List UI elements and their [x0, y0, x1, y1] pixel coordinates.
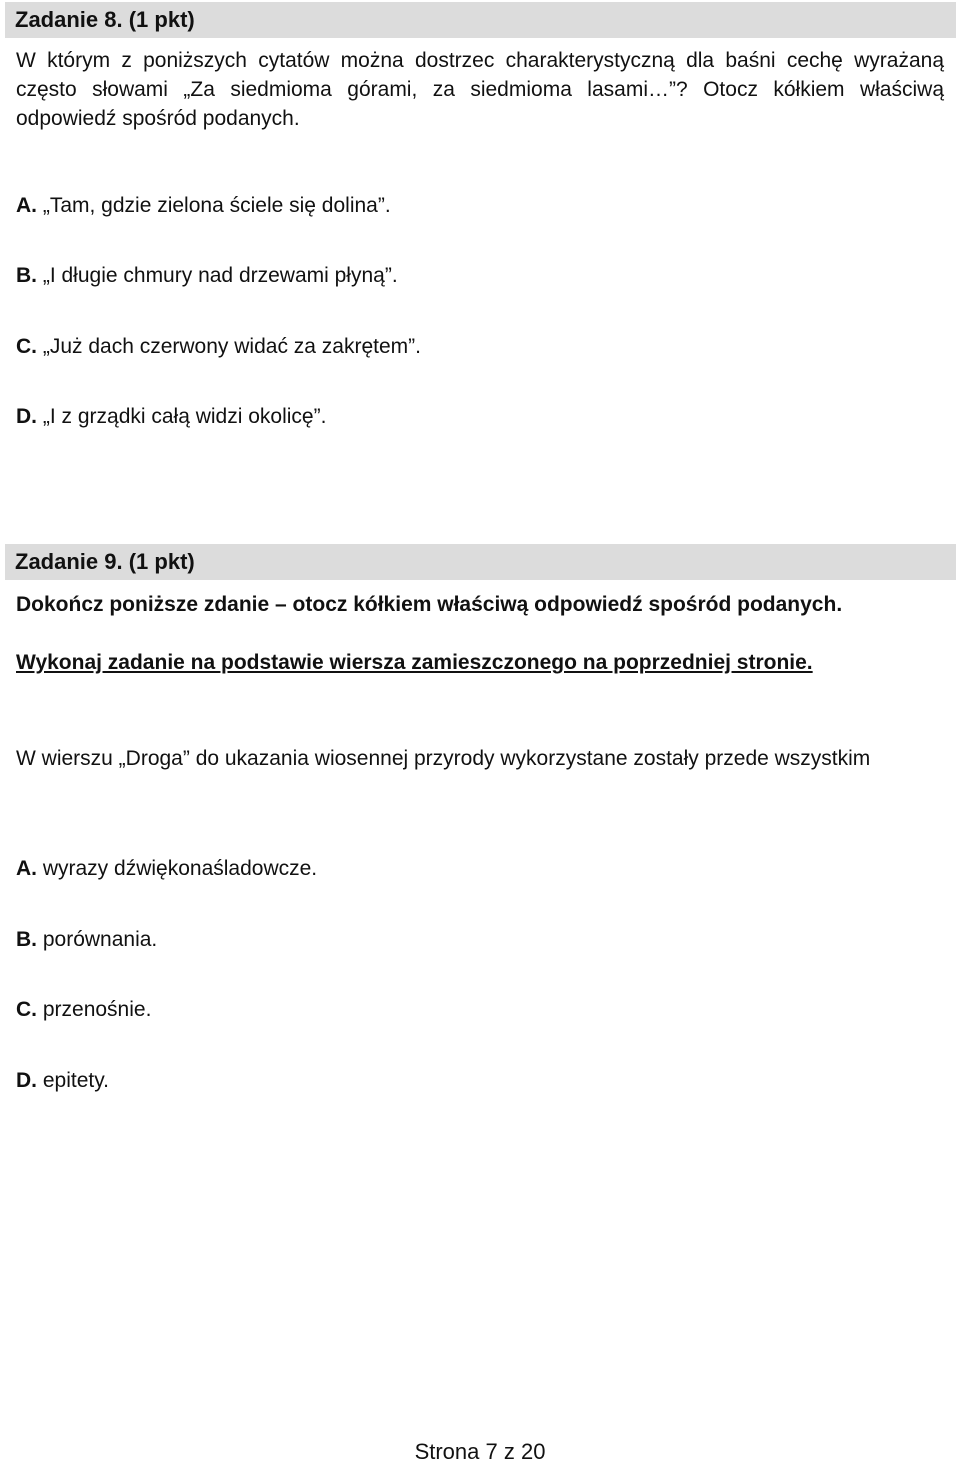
task-8-points: (1 pkt)	[128, 7, 195, 32]
task-9-note: Wykonaj zadanie na podstawie wiersza zamieszczonego na poprzedniej stronie.	[16, 651, 813, 674]
task-8-option-d[interactable]	[16, 403, 326, 431]
task-9-option-a[interactable]	[16, 855, 317, 883]
task-8-question	[16, 46, 944, 133]
option-text: „I długie chmury nad drzewami płyną”.	[42, 264, 398, 287]
task-9-question: W wierszu „Droga” do ukazania wiosennej przyrody wykorzystane zostały przede wszystkim	[16, 747, 871, 770]
task-9-instruction: Dokończ poniższe zdanie – otocz kółkiem właściwą odpowiedź spośród podanych.	[16, 593, 843, 616]
task-8-option-b[interactable]	[16, 262, 398, 290]
option-letter: B.	[16, 928, 37, 951]
option-letter: C.	[16, 998, 37, 1021]
page-number: Strona 7 z 20	[414, 1439, 546, 1464]
task-9-title: Zadanie 9.	[15, 549, 123, 574]
task-8-question-text: W którym z poniższych cytatów można dostrzec charakterystyczną dla baśni cechę wyrażaną często słowami „Za siedmioma górami, za siedmioma lasami…”?	[16, 49, 944, 101]
task-8-header	[5, 2, 956, 38]
task-8-option-a[interactable]	[16, 192, 391, 220]
option-text: porównania.	[42, 928, 158, 951]
option-letter: B.	[16, 264, 37, 287]
option-letter: A.	[16, 857, 37, 880]
task-9-option-c[interactable]	[16, 996, 151, 1024]
task-9-points: (1 pkt)	[128, 549, 195, 574]
option-letter: A.	[16, 194, 37, 217]
task-8-option-c[interactable]	[16, 333, 421, 361]
option-letter: D.	[16, 1069, 37, 1092]
task-9-header	[5, 544, 956, 580]
task-8-instruction: Otocz kółkiem właściwą odpowiedź spośród podanych.	[16, 78, 944, 130]
option-text: przenośnie.	[42, 998, 152, 1021]
option-letter: D.	[16, 405, 37, 428]
task-9-option-d[interactable]	[16, 1067, 109, 1095]
task-8-title: Zadanie 8.	[15, 7, 123, 32]
option-text: epitety.	[42, 1069, 109, 1092]
task-9-option-b[interactable]	[16, 926, 157, 954]
option-text: wyrazy dźwiękonaśladowcze.	[42, 857, 318, 880]
option-text: „Tam, gdzie zielona ściele się dolina”.	[42, 194, 391, 217]
option-text: „Już dach czerwony widać za zakrętem”.	[42, 335, 421, 358]
option-text: „I z grządki całą widzi okolicę”.	[42, 405, 327, 428]
option-letter: C.	[16, 335, 37, 358]
